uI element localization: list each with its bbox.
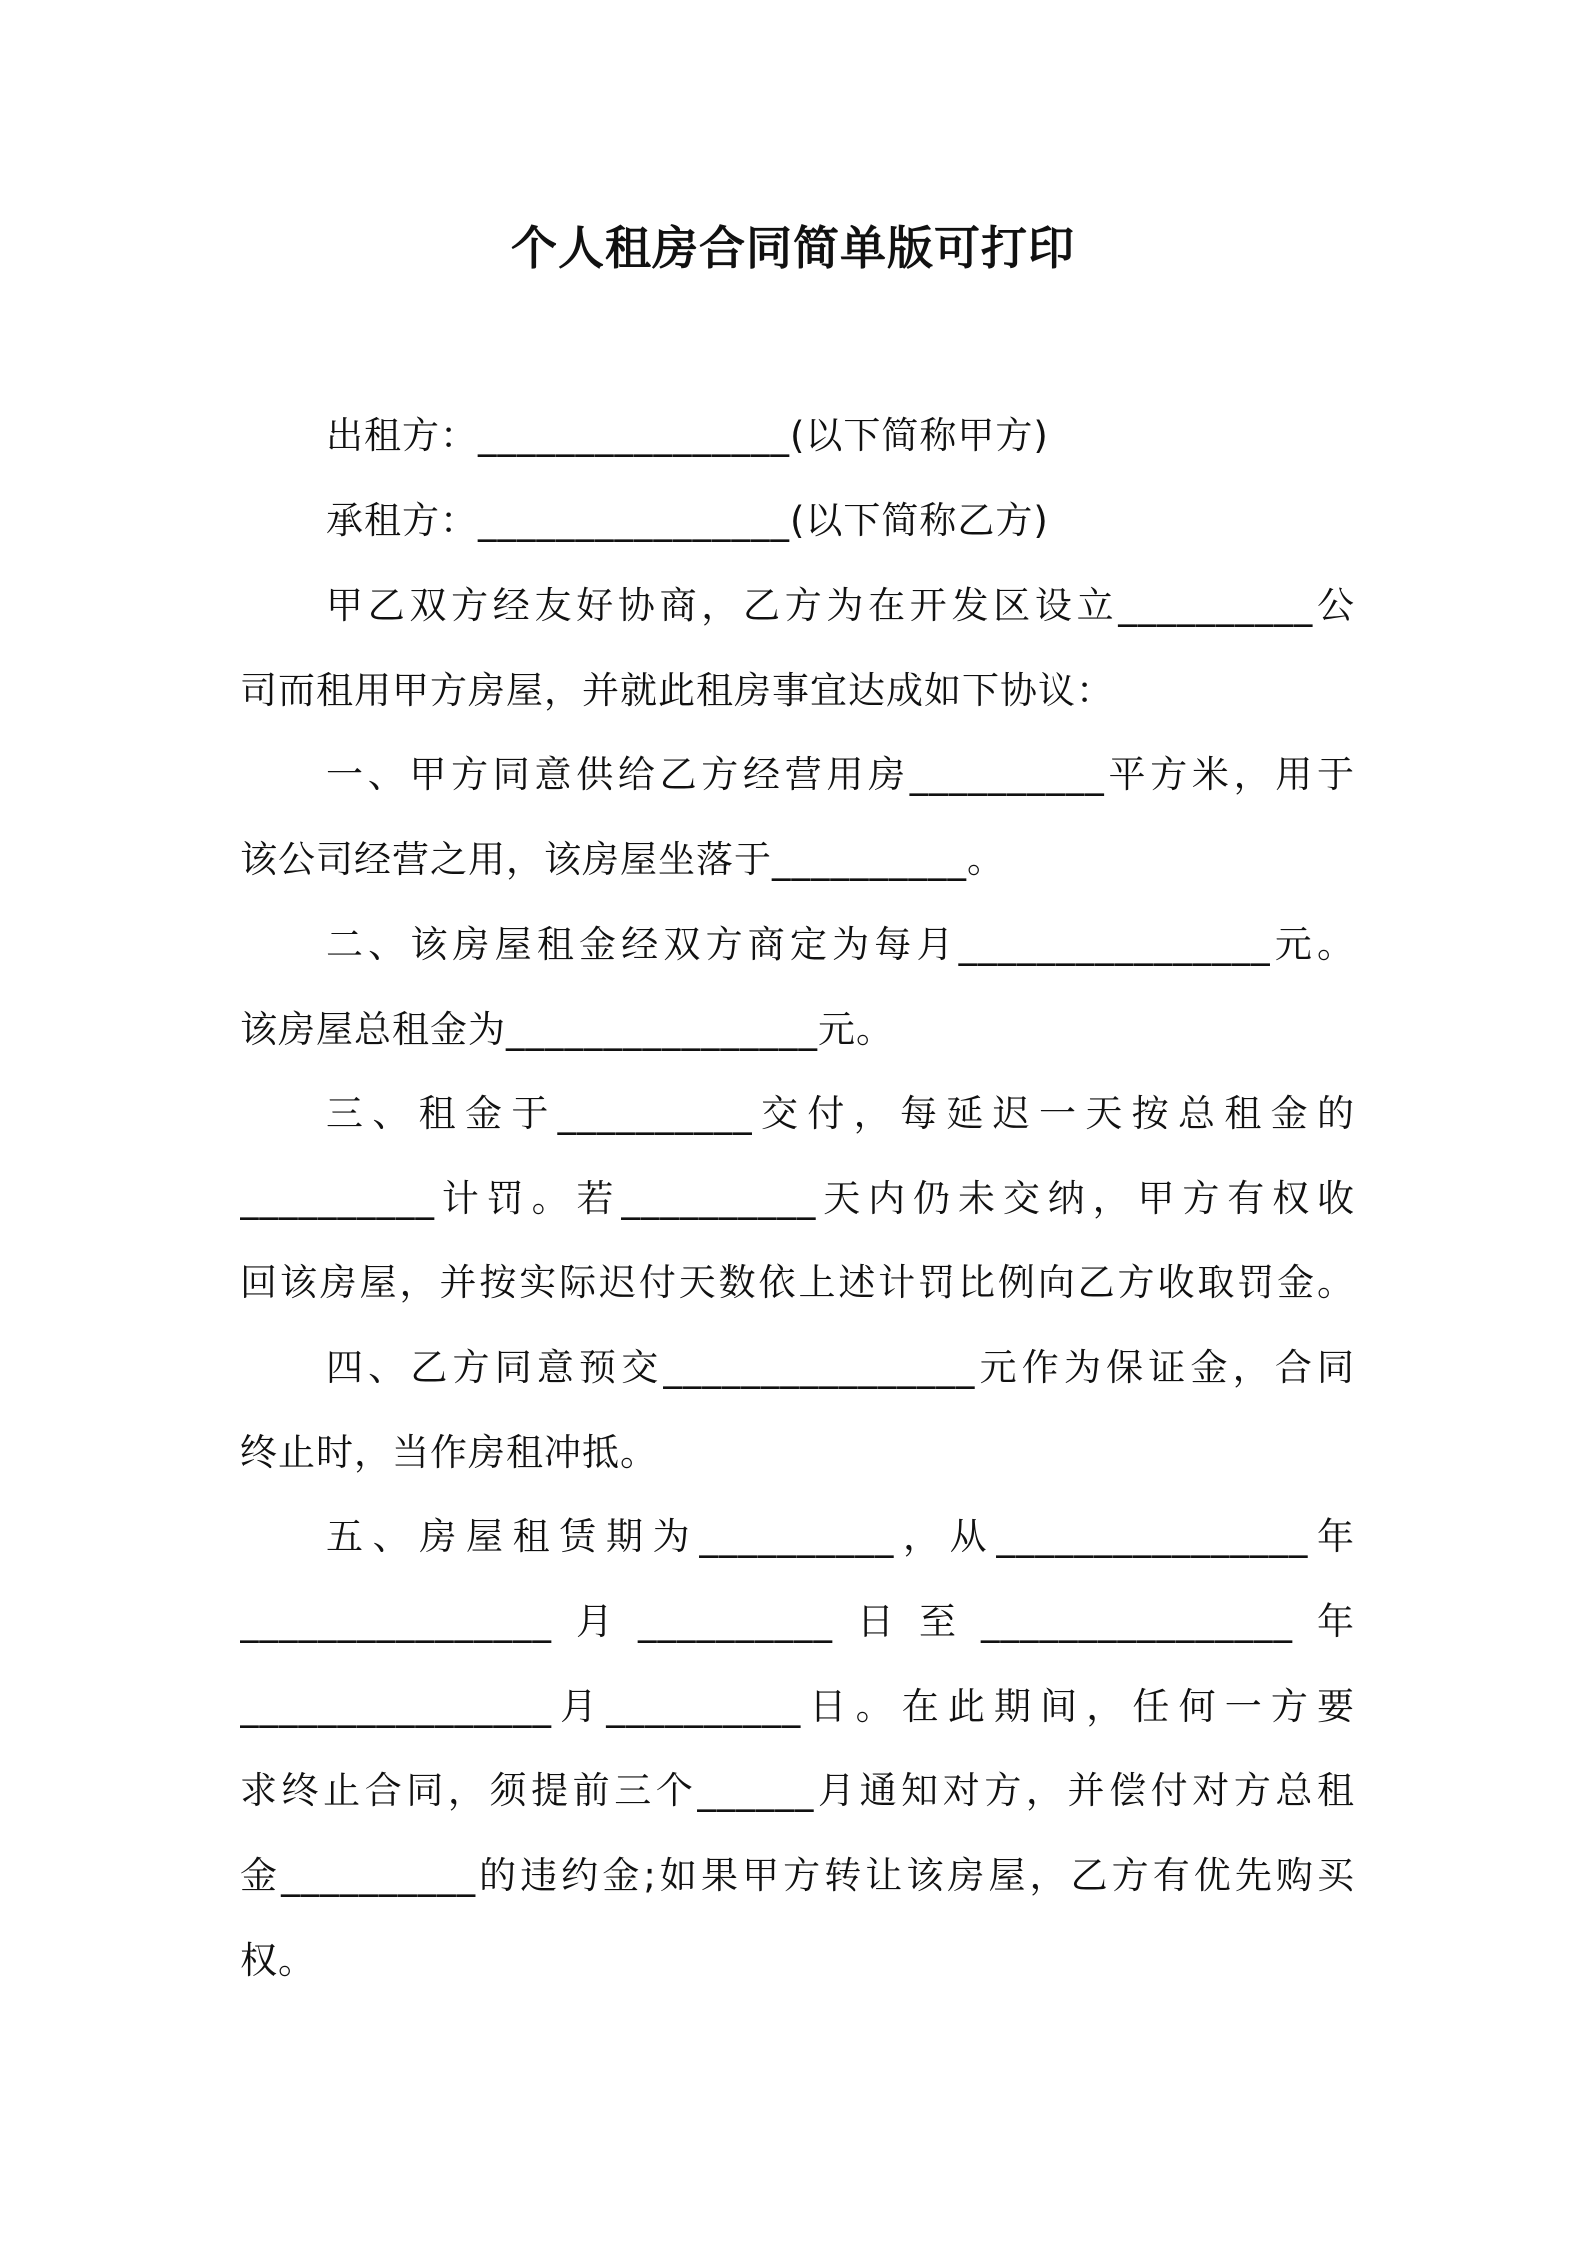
clause-5-line-6: 权。 — [240, 1939, 316, 1982]
document-title: 个人租房合同简单版可打印 — [511, 221, 1075, 275]
clause-3-line-3: 回该房屋，并按实际迟付天数依上述计罚比例向乙方收取罚金。 — [240, 1261, 1355, 1304]
preamble-line-2: 司而租用甲方房屋，并就此租房事宜达成如下协议： — [240, 669, 1114, 712]
clause-4-line-1: 四、乙方同意预交________________元作为保证金，合同 — [326, 1346, 1355, 1389]
clause-1-line-2: 该公司经营之用，该房屋坐落于__________。 — [240, 838, 1005, 881]
preamble-line-1: 甲乙双方经友好协商，乙方为在开发区设立__________公 — [326, 584, 1355, 627]
clause-5-line-5: 金__________的违约金;如果甲方转让该房屋，乙方有优先购买 — [240, 1854, 1355, 1897]
clause-5-line-4: 求终止合同，须提前三个______月通知对方，并偿付对方总租 — [240, 1769, 1355, 1812]
clause-3-line-2: __________计罚。若__________天内仍未交纳，甲方有权收 — [240, 1177, 1355, 1220]
clause-5-line-2: ________________月__________日至________________年 — [240, 1600, 1355, 1643]
clause-3-line-1: 三、租金于__________交付，每延迟一天按总租金的 — [326, 1092, 1355, 1135]
clause-5-line-1: 五、房屋租赁期为__________，从________________年 — [326, 1515, 1355, 1558]
clause-2-line-2: 该房屋总租金为________________元。 — [240, 1008, 894, 1051]
clause-4-line-2: 终止时，当作房租冲抵。 — [240, 1431, 658, 1474]
clause-5-line-3: ________________月__________日。在此期间，任何一方要 — [240, 1685, 1355, 1728]
clause-2-line-1: 二、该房屋租金经双方商定为每月________________元。 — [326, 923, 1355, 966]
lessee-line: 承租方：________________(以下简称乙方) — [326, 499, 1049, 542]
clause-1-line-1: 一、甲方同意供给乙方经营用房__________平方米，用于 — [326, 753, 1355, 796]
lessor-line: 出租方：________________(以下简称甲方) — [326, 414, 1049, 457]
